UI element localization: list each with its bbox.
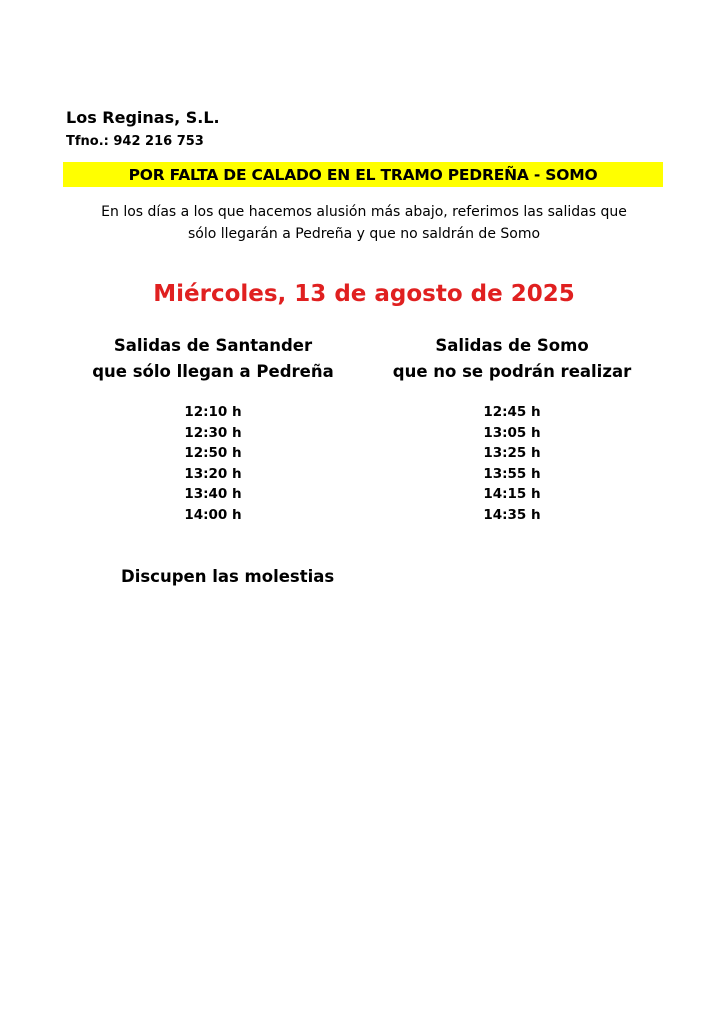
warning-banner-text: POR FALTA DE CALADO EN EL TRAMO PEDREÑA - SOMO <box>128 165 598 184</box>
company-name: Los Reginas, S.L. <box>66 108 220 127</box>
company-phone: Tfno.: 942 216 753 <box>66 134 204 149</box>
departure-time: 12:10 h <box>184 404 242 420</box>
intro-line-1: En los días a los que hacemos alusión más abajo, referimos las salidas que <box>101 204 627 220</box>
departure-time: 13:25 h <box>483 445 541 461</box>
somo-heading-line-1: Salidas de Somo <box>435 336 589 355</box>
departure-time: 12:45 h <box>483 404 541 420</box>
departure-time: 13:20 h <box>184 465 242 482</box>
departure-time: 12:30 h <box>184 424 242 441</box>
somo-heading-line-2: que no se podrán realizar <box>392 362 632 381</box>
santander-departures-column <box>63 333 363 541</box>
departure-time: 13:05 h <box>483 424 541 441</box>
santander-heading-line-1: Salidas de Santander <box>113 336 313 355</box>
warning-banner <box>63 162 663 187</box>
departure-time: 13:40 h <box>184 486 242 502</box>
date-heading: Miércoles, 13 de agosto de 2025 <box>153 281 575 307</box>
intro-paragraph <box>40 201 688 245</box>
santander-heading-line-2: que sólo llegan a Pedreña <box>92 362 334 381</box>
somo-times-list <box>362 402 662 525</box>
intro-line-2: sólo llegarán a Pedreña y que no saldrán de Somo <box>187 226 541 242</box>
apology-text: Discupen las molestias <box>121 567 335 586</box>
departure-time: 14:15 h <box>483 486 541 502</box>
somo-departures-column <box>362 333 662 541</box>
departure-time: 14:35 h <box>483 506 541 523</box>
departure-time: 12:50 h <box>184 445 242 461</box>
departure-time: 14:00 h <box>184 506 242 523</box>
santander-times-list <box>63 402 363 525</box>
departure-time: 13:55 h <box>483 465 541 482</box>
